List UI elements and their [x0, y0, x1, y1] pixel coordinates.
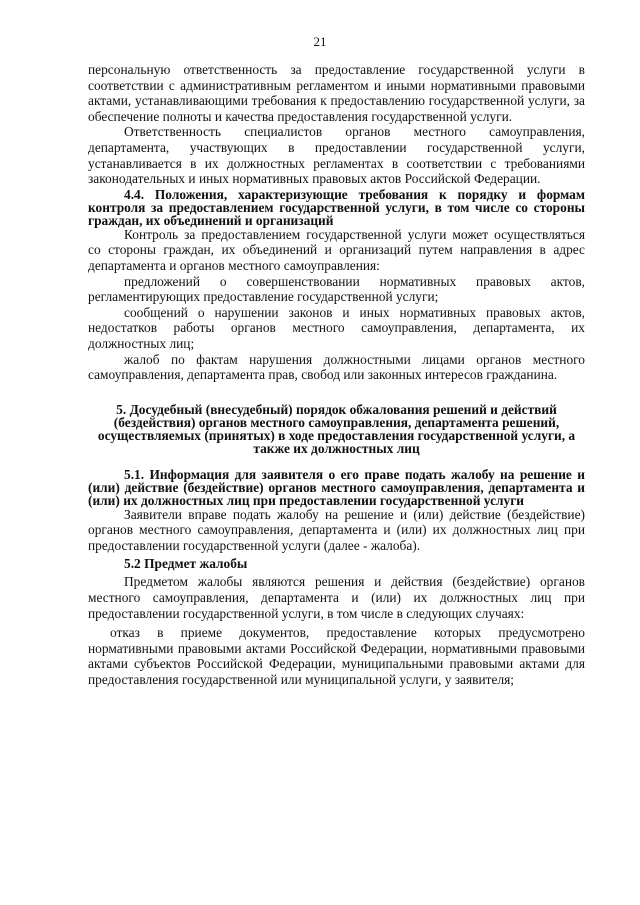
paragraph: Контроль за предоставлением государственной услуги может осуществляться со стороны граждан, их объединений и организаций путем направления в адрес департамента и органов местного самоуправления:: [88, 226, 585, 273]
paragraph: Предметом жалобы являются решения и действия (бездействие) органов местного самоуправления, департамента и (или) их должностных лиц при предоставлении государственной услуги, в том числе в следующих случаях:: [88, 574, 585, 621]
list-item: отказ в приеме документов, предоставление которых предусмотрено нормативными правовыми актами Российской Федерации, нормативными правовыми актами субъектов Российской Федерации, муниципальными правовыми актами для предоставления государственной или муниципальной услуги, у заявителя;: [88, 625, 585, 688]
paragraph: Ответственность специалистов органов местного самоуправления, департамента, участвующих в предоставлении государственной услуги, устанавливается в их должностных регламентах в соответствии с требованиями законодательных и иных нормативных правовых актов Российской Федерации.: [88, 124, 585, 187]
section-heading-4-4: 4.4. Положения, характеризующие требования к порядку и формам контроля за предоставлением государственной услуги, в том числе со стороны граждан, их объединений и организаций: [88, 186, 585, 228]
list-item: сообщений о нарушении законов и иных нормативных правовых актов, недостатков работы органов местного самоуправления, департамента, их должностных лиц;: [88, 304, 585, 351]
page-number: 21: [313, 34, 327, 49]
section-heading-5-2: 5.2 Предмет жалобы: [124, 556, 248, 572]
paragraph: персональную ответственность за предоставление государственной услуги в соответствии с административным регламентом и иными нормативными правовыми актами, устанавливающими требования к предоставлению государственной услуги, за обеспечение полноты и качества предоставления государственной услуги.: [88, 62, 585, 124]
section-heading-5: 5. Досудебный (внесудебный) порядок обжалования решений и действий (бездействия) органов местного самоуправления, департамента решений, осуществляемых (принятых) в ходе предоставления государственной услуги, а также их должностных лиц: [97, 401, 576, 456]
list-item: предложений о совершенствовании нормативных правовых актов, регламентирующих предоставление государственной услуги;: [88, 273, 585, 305]
paragraph: Заявители вправе подать жалобу на решение и (или) действие (бездействие) органов местного самоуправления, департамента и (или) их должностных лиц при предоставлении государственной услуги (далее - жалоба).: [88, 506, 585, 553]
document-body: [88, 62, 585, 688]
section-heading-5-1: 5.1. Информация для заявителя о его праве подать жалобу на решение и (или) действие (бездействие) органов местного самоуправления, департамента и (или) их должностных лиц при предоставлении государственной услуги: [88, 466, 585, 508]
list-item: жалоб по фактам нарушения должностными лицами органов местного самоуправления, департамента прав, свобод или законных интересов гражданина.: [88, 351, 585, 383]
